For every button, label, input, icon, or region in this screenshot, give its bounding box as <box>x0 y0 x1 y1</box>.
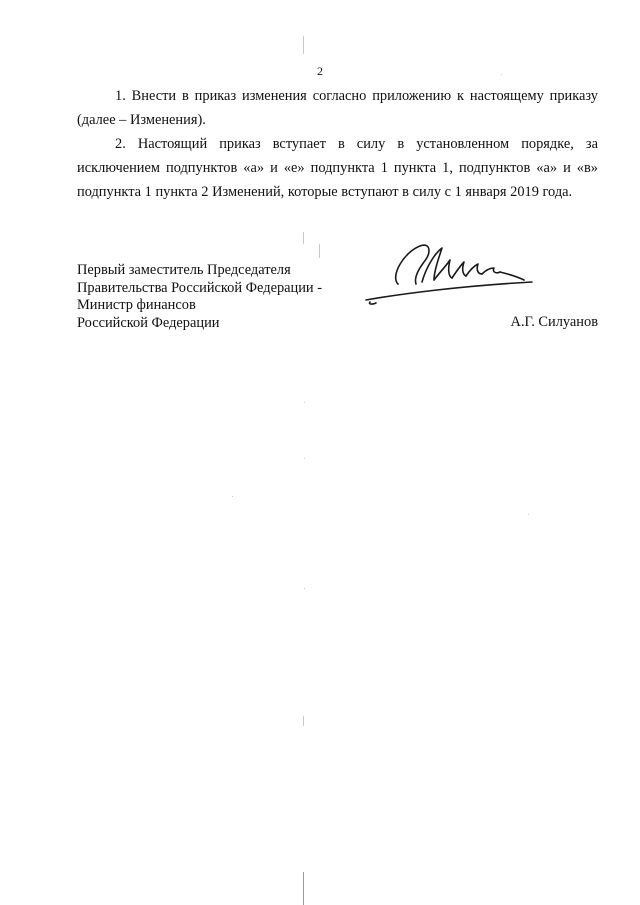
scan-artifact-line <box>303 36 304 54</box>
scan-artifact-speck <box>304 588 305 589</box>
signer-position-line: Правительства Российской Федерации - <box>77 279 323 296</box>
scan-artifact-speck <box>232 496 233 497</box>
signer-position-line: Министр финансов <box>77 297 196 313</box>
signer-position-line: Российской Федерации <box>77 314 220 331</box>
signer-position <box>77 262 407 332</box>
document-body <box>77 84 598 204</box>
signer-name: А.Г. Силуанов <box>510 314 598 330</box>
scan-artifact-line <box>319 244 320 258</box>
scan-artifact-line <box>303 872 304 905</box>
paragraph-1: 1. Внести в приказ изменения согласно приложению к настоящему приказу (далее – Изменения). <box>77 88 598 128</box>
scan-artifact-line <box>303 232 304 244</box>
page-number: 2 <box>317 64 323 78</box>
scan-artifact-speck <box>304 402 305 403</box>
scan-artifact-speck <box>528 514 529 515</box>
handwritten-signature <box>360 238 540 318</box>
scan-artifact-line <box>303 716 304 726</box>
paragraph-2: 2. Настоящий приказ вступает в силу в установленном порядке, за исключением подпунктов «а» и «е» подпункта 1 пункта 1, подпунктов «а» и «в» подпункта 1 пункта 2 Изменений, которые вступают в силу с 1 января 2019 года. <box>77 136 598 200</box>
scan-artifact-speck <box>304 458 305 459</box>
signer-position-line: Первый заместитель Председателя <box>77 262 291 278</box>
